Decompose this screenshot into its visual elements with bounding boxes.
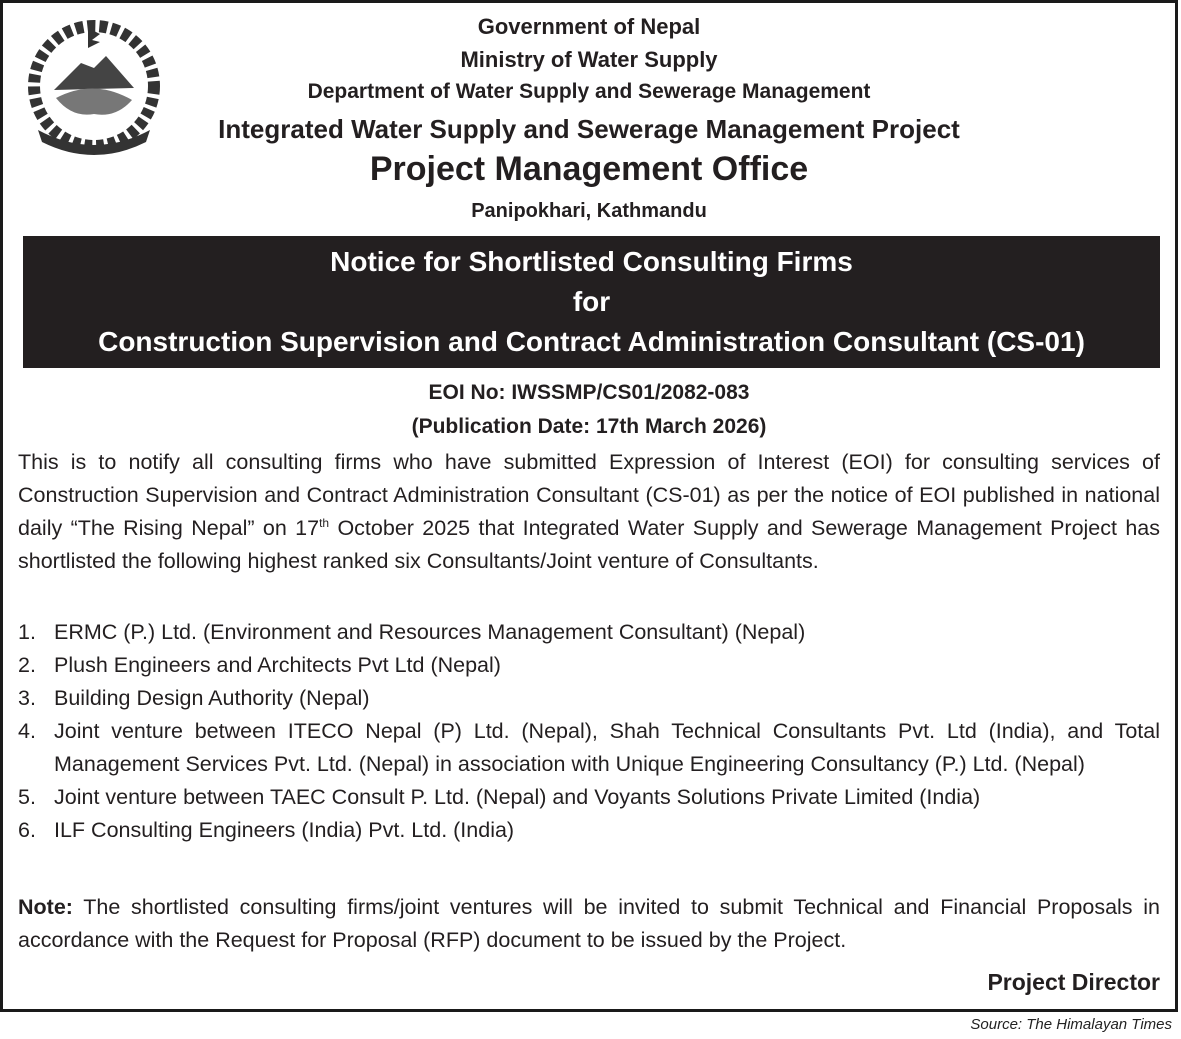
list-number: 1.	[18, 620, 36, 644]
ministry-title: Ministry of Water Supply	[460, 47, 718, 72]
banner-line-2: for	[572, 286, 611, 317]
intro-paragraph	[18, 446, 1160, 578]
list-number: 5.	[18, 785, 36, 809]
source-credit: Source: The Himalayan Times	[970, 1016, 1172, 1033]
intro-superscript: th	[319, 515, 330, 530]
office-title: Project Management Office	[369, 150, 809, 188]
banner-line-1: Notice for Shortlisted Consulting Firms	[330, 246, 853, 277]
list-number: 3.	[18, 686, 36, 710]
publication-date: (Publication Date: 17th March 2026)	[411, 415, 767, 438]
list-item	[18, 781, 1160, 814]
list-item	[18, 715, 1160, 781]
list-number: 4.	[18, 719, 36, 743]
list-item	[18, 649, 1160, 682]
firm-name: Plush Engineers and Architects Pvt Ltd (Nepal)	[54, 653, 501, 677]
list-item	[18, 682, 1160, 715]
signatory: Project Director	[987, 969, 1160, 995]
shortlist	[18, 616, 1160, 847]
firm-name: Joint venture between ITECO Nepal (P) Ltd. (Nepal), Shah Technical Consultants Pvt. Ltd (India), and Total Management Services Pvt. Ltd. (Nepal) in association with Unique Engineering Consultancy (P.) Ltd. (Nepal)	[54, 719, 1160, 776]
note-text: The shortlisted consulting firms/joint ventures will be invited to submit Technical and Financial Proposals in accordance with the Request for Proposal (RFP) document to be issued by the Project.	[18, 895, 1160, 952]
firm-name: Building Design Authority (Nepal)	[54, 686, 370, 710]
firm-name: ILF Consulting Engineers (India) Pvt. Ltd. (India)	[54, 818, 515, 842]
firm-name: ERMC (P.) Ltd. (Environment and Resources Management Consultant) (Nepal)	[54, 620, 806, 644]
list-number: 2.	[18, 653, 36, 677]
firm-name: Joint venture between TAEC Consult P. Ltd. (Nepal) and Voyants Solutions Private Limited (India)	[54, 785, 981, 809]
intro-text-1: This is to notify all consulting firms who have submitted Expression of Interest (EOI) for consulting services of Construction Supervision and Contract Administration Consultant (CS-01) as per the notice of EOI published in national daily “The Rising Nepal” on 17	[18, 450, 1160, 540]
notice-banner	[23, 236, 1160, 368]
list-number: 6.	[18, 818, 36, 842]
intro-text-2: October 2025 that Integrated Water Supply and Sewerage Management Project has shortlisted the following highest ranked six Consultants/Joint venture of Consultants.	[18, 516, 1160, 573]
department-title: Department of Water Supply and Sewerage Management	[307, 80, 871, 103]
banner-line-3: Construction Supervision and Contract Administration Consultant (CS-01)	[98, 326, 1085, 357]
eoi-number: EOI No: IWSSMP/CS01/2082-083	[428, 381, 750, 404]
list-item	[18, 814, 1160, 847]
office-address: Panipokhari, Kathmandu	[471, 200, 707, 222]
note-label: Note:	[18, 895, 73, 919]
government-title: Government of Nepal	[477, 14, 701, 39]
project-title: Integrated Water Supply and Sewerage Management Project	[218, 114, 960, 144]
list-item	[18, 616, 1160, 649]
note-paragraph	[18, 891, 1160, 957]
